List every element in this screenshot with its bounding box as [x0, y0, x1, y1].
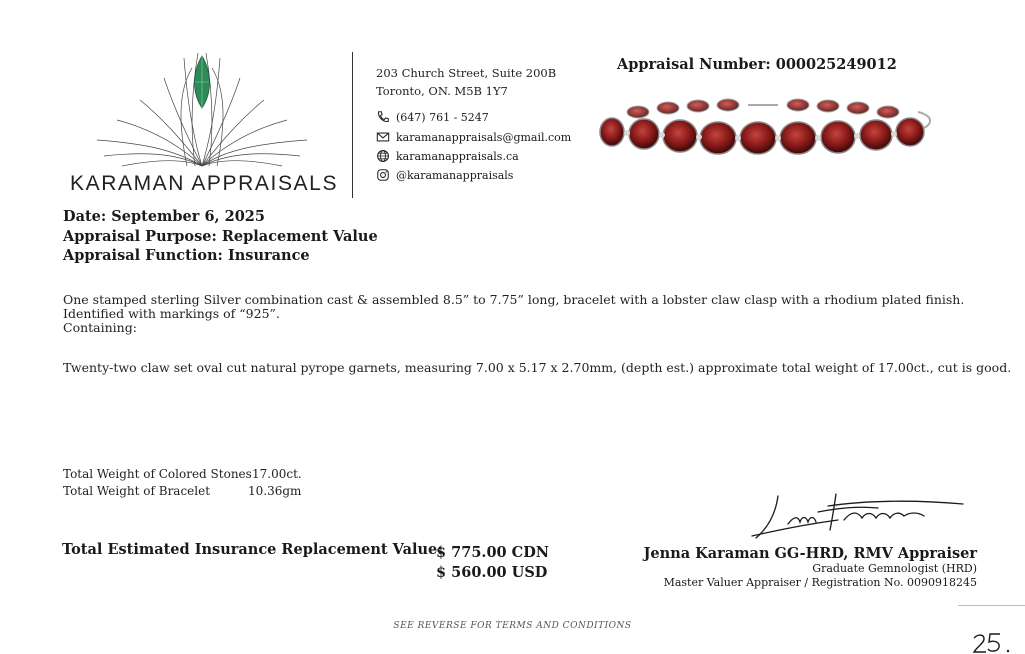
bracelet-weight-label: Total Weight of Bracelet [63, 484, 211, 498]
total-value-label: Total Estimated Insurance Replacement Value: [62, 541, 443, 558]
appraisal-number: Appraisal Number: 000025249012 [617, 56, 897, 73]
logo-icon [92, 48, 312, 173]
address-line-2: Toronto, ON. M5B 1Y7 [376, 84, 508, 98]
contact-instagram-row [376, 168, 513, 182]
signature-line [958, 605, 1025, 606]
globe-icon [376, 149, 390, 163]
appraisal-function: Appraisal Function: Insurance [63, 247, 310, 264]
bracelet-weight-value: 10.36gm [248, 484, 302, 498]
mail-icon [376, 130, 390, 144]
signature-icon [748, 486, 968, 544]
email-address: karamanappraisals@gmail.com [396, 130, 572, 144]
brand-name: KARAMAN APPRAISALS [70, 172, 339, 195]
containing-label: Containing: [63, 320, 137, 335]
colored-stones-weight-value: 17.00ct. [252, 467, 302, 481]
contact-phone-row [376, 110, 489, 124]
phone-icon [376, 110, 390, 124]
appraisal-purpose: Appraisal Purpose: Replacement Value [63, 228, 378, 245]
appraiser-name: Jenna Karaman GG-HRD, RMV Appraiser [643, 545, 977, 562]
item-description: One stamped sterling Silver combination cast & assembled 8.5” to 7.75” long, bracelet with a lobster claw clasp with a rhodium plated finish. Identified with markings of “925”. [63, 292, 965, 321]
total-value-cdn: $ 775.00 CDN [436, 544, 550, 561]
instagram-handle: @karamanappraisals [396, 168, 514, 182]
stone-description: Twenty-two claw set oval cut natural pyrope garnets, measuring 7.00 x 5.17 x 2.70mm, (depth est.) approximate total weight of 17.00ct., cut is good. [63, 360, 1012, 375]
instagram-icon [376, 168, 390, 182]
colored-stones-weight-label: Total Weight of Colored Stones [63, 467, 252, 481]
phone-number: (647) 761 - 5247 [396, 110, 489, 124]
bracelet-photo [598, 98, 936, 158]
appraisal-date: Date: September 6, 2025 [63, 208, 265, 225]
contact-web-row [376, 149, 519, 163]
header-divider [352, 52, 353, 198]
terms-footer-note: SEE REVERSE FOR TERMS AND CONDITIONS [393, 621, 632, 631]
appraiser-title: Graduate Gemnologist (HRD) [812, 562, 977, 575]
address-line-1: 203 Church Street, Suite 200B [376, 66, 557, 80]
total-value-usd: $ 560.00 USD [436, 564, 548, 581]
contact-email-row [376, 130, 571, 144]
website: karamanappraisals.ca [396, 149, 519, 163]
appraiser-registration: Master Valuer Appraiser / Registration No. 0090918245 [663, 576, 977, 589]
corner-handwritten-mark [970, 630, 1020, 654]
